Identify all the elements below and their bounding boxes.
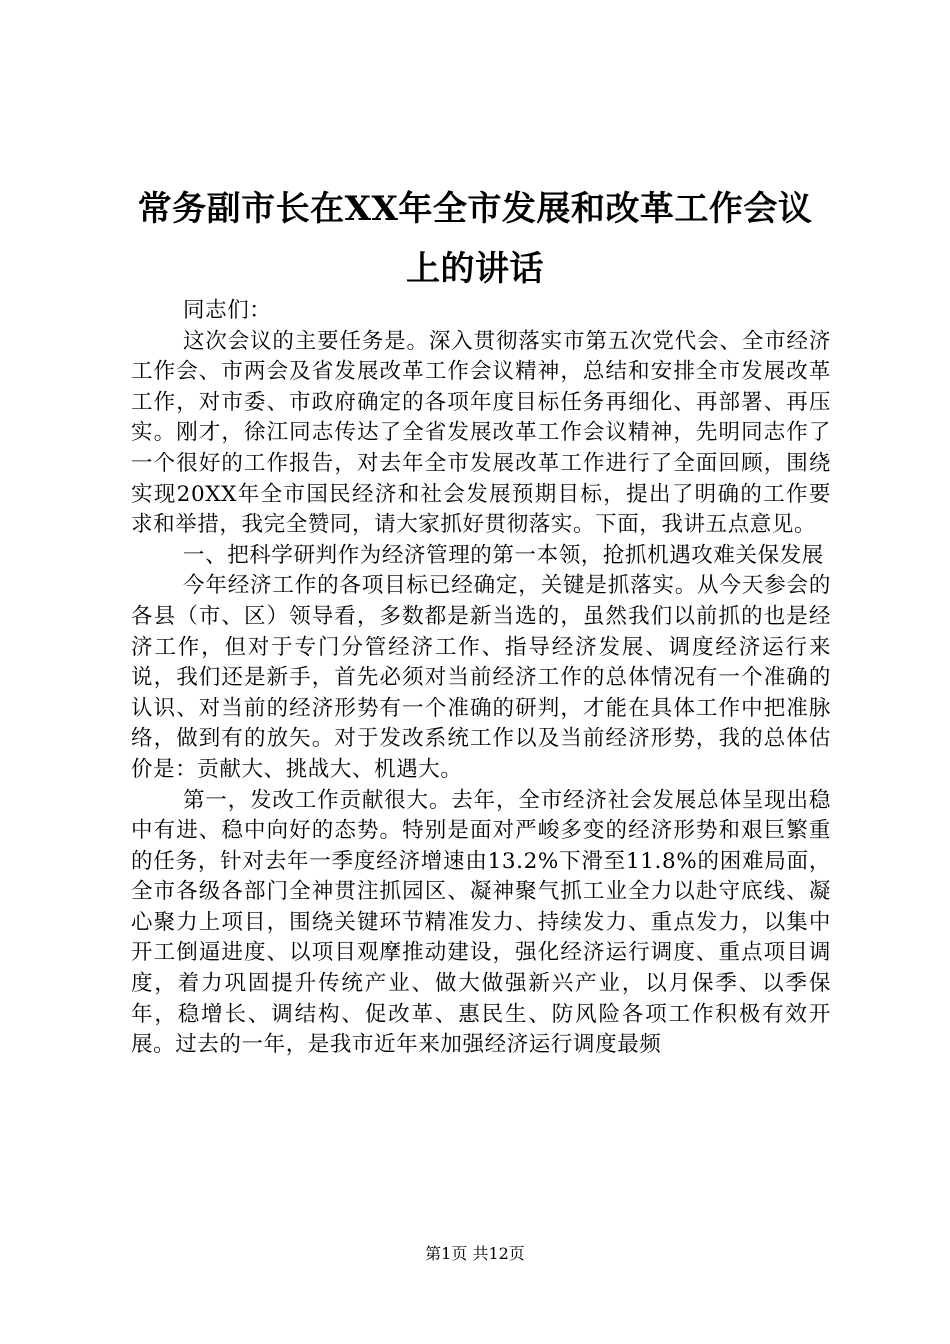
body-paragraph: 今年经济工作的各项目标已经确定，关键是抓落实。从今天参会的各县（市、区）领导看，多数都是新当选的，虽然我们以前抓的也是经济工作，但对于专门分管经济工作、指导经济发展、调度经济运行来说，我们还是新手，首先必须对当前经济工作的总体情况有一个准确的认识、对当前的经济形势有一个准确的研判，才能在具体工作中把准脉络，做到有的放矢。对于发改系统工作以及当前经济形势，我的总体估价是：贡献大、挑战大、机遇大。 <box>131 573 831 782</box>
document-title-line-2: 上的讲话 <box>406 249 544 289</box>
document-body <box>131 296 831 1061</box>
salutation-paragraph: 同志们： <box>183 298 272 323</box>
document-title-line-1: 常务副市长在XX年全市发展和改革工作会议 <box>137 189 813 229</box>
section-heading-paragraph: 一、把科学研判作为经济管理的第一本领，抢抓机遇攻难关保发展 <box>183 542 824 568</box>
body-paragraph: 这次会议的主要任务是。深入贯彻落实市第五次党代会、全市经济工作会、市两会及省发展改革工作会议精神，总结和安排全市发展改革工作，对市委、市政府确定的各项年度目标任务再细化、再部署、再压实。刚才，徐江同志传达了全省发展改革工作会议精神，先明同志作了一个很好的工作报告，对去年全市发展改革工作进行了全面回顾，围绕实现20XX年全市国民经济和社会发展预期目标，提出了明确的工作要求和举措，我完全赞同，请大家抓好贯彻落实。下面，我讲五点意见。 <box>131 328 831 538</box>
page-footer: 第1页 共12页 <box>425 1244 525 1263</box>
body-paragraph: 第一，发改工作贡献很大。去年，全市经济社会发展总体呈现出稳中有进、稳中向好的态势。特别是面对严峻多变的经济形势和艰巨繁重的任务，针对去年一季度经济增速由13.2%下滑至11.8%的困难局面，全市各级各部门全神贯注抓园区、凝神聚气抓工业全力以赴守底线、凝心聚力上项目，围绕关键环节精准发力、持续发力、重点发力，以集中开工倒逼进度、以项目观摩推动建设，强化经济运行调度、重点项目调度，着力巩固提升传统产业、做大做强新兴产业，以月保季、以季保年，稳增长、调结构、促改革、惠民生、防风险各项工作积极有效开展。过去的一年，是我市近年来加强经济运行调度最频 <box>131 787 831 1058</box>
